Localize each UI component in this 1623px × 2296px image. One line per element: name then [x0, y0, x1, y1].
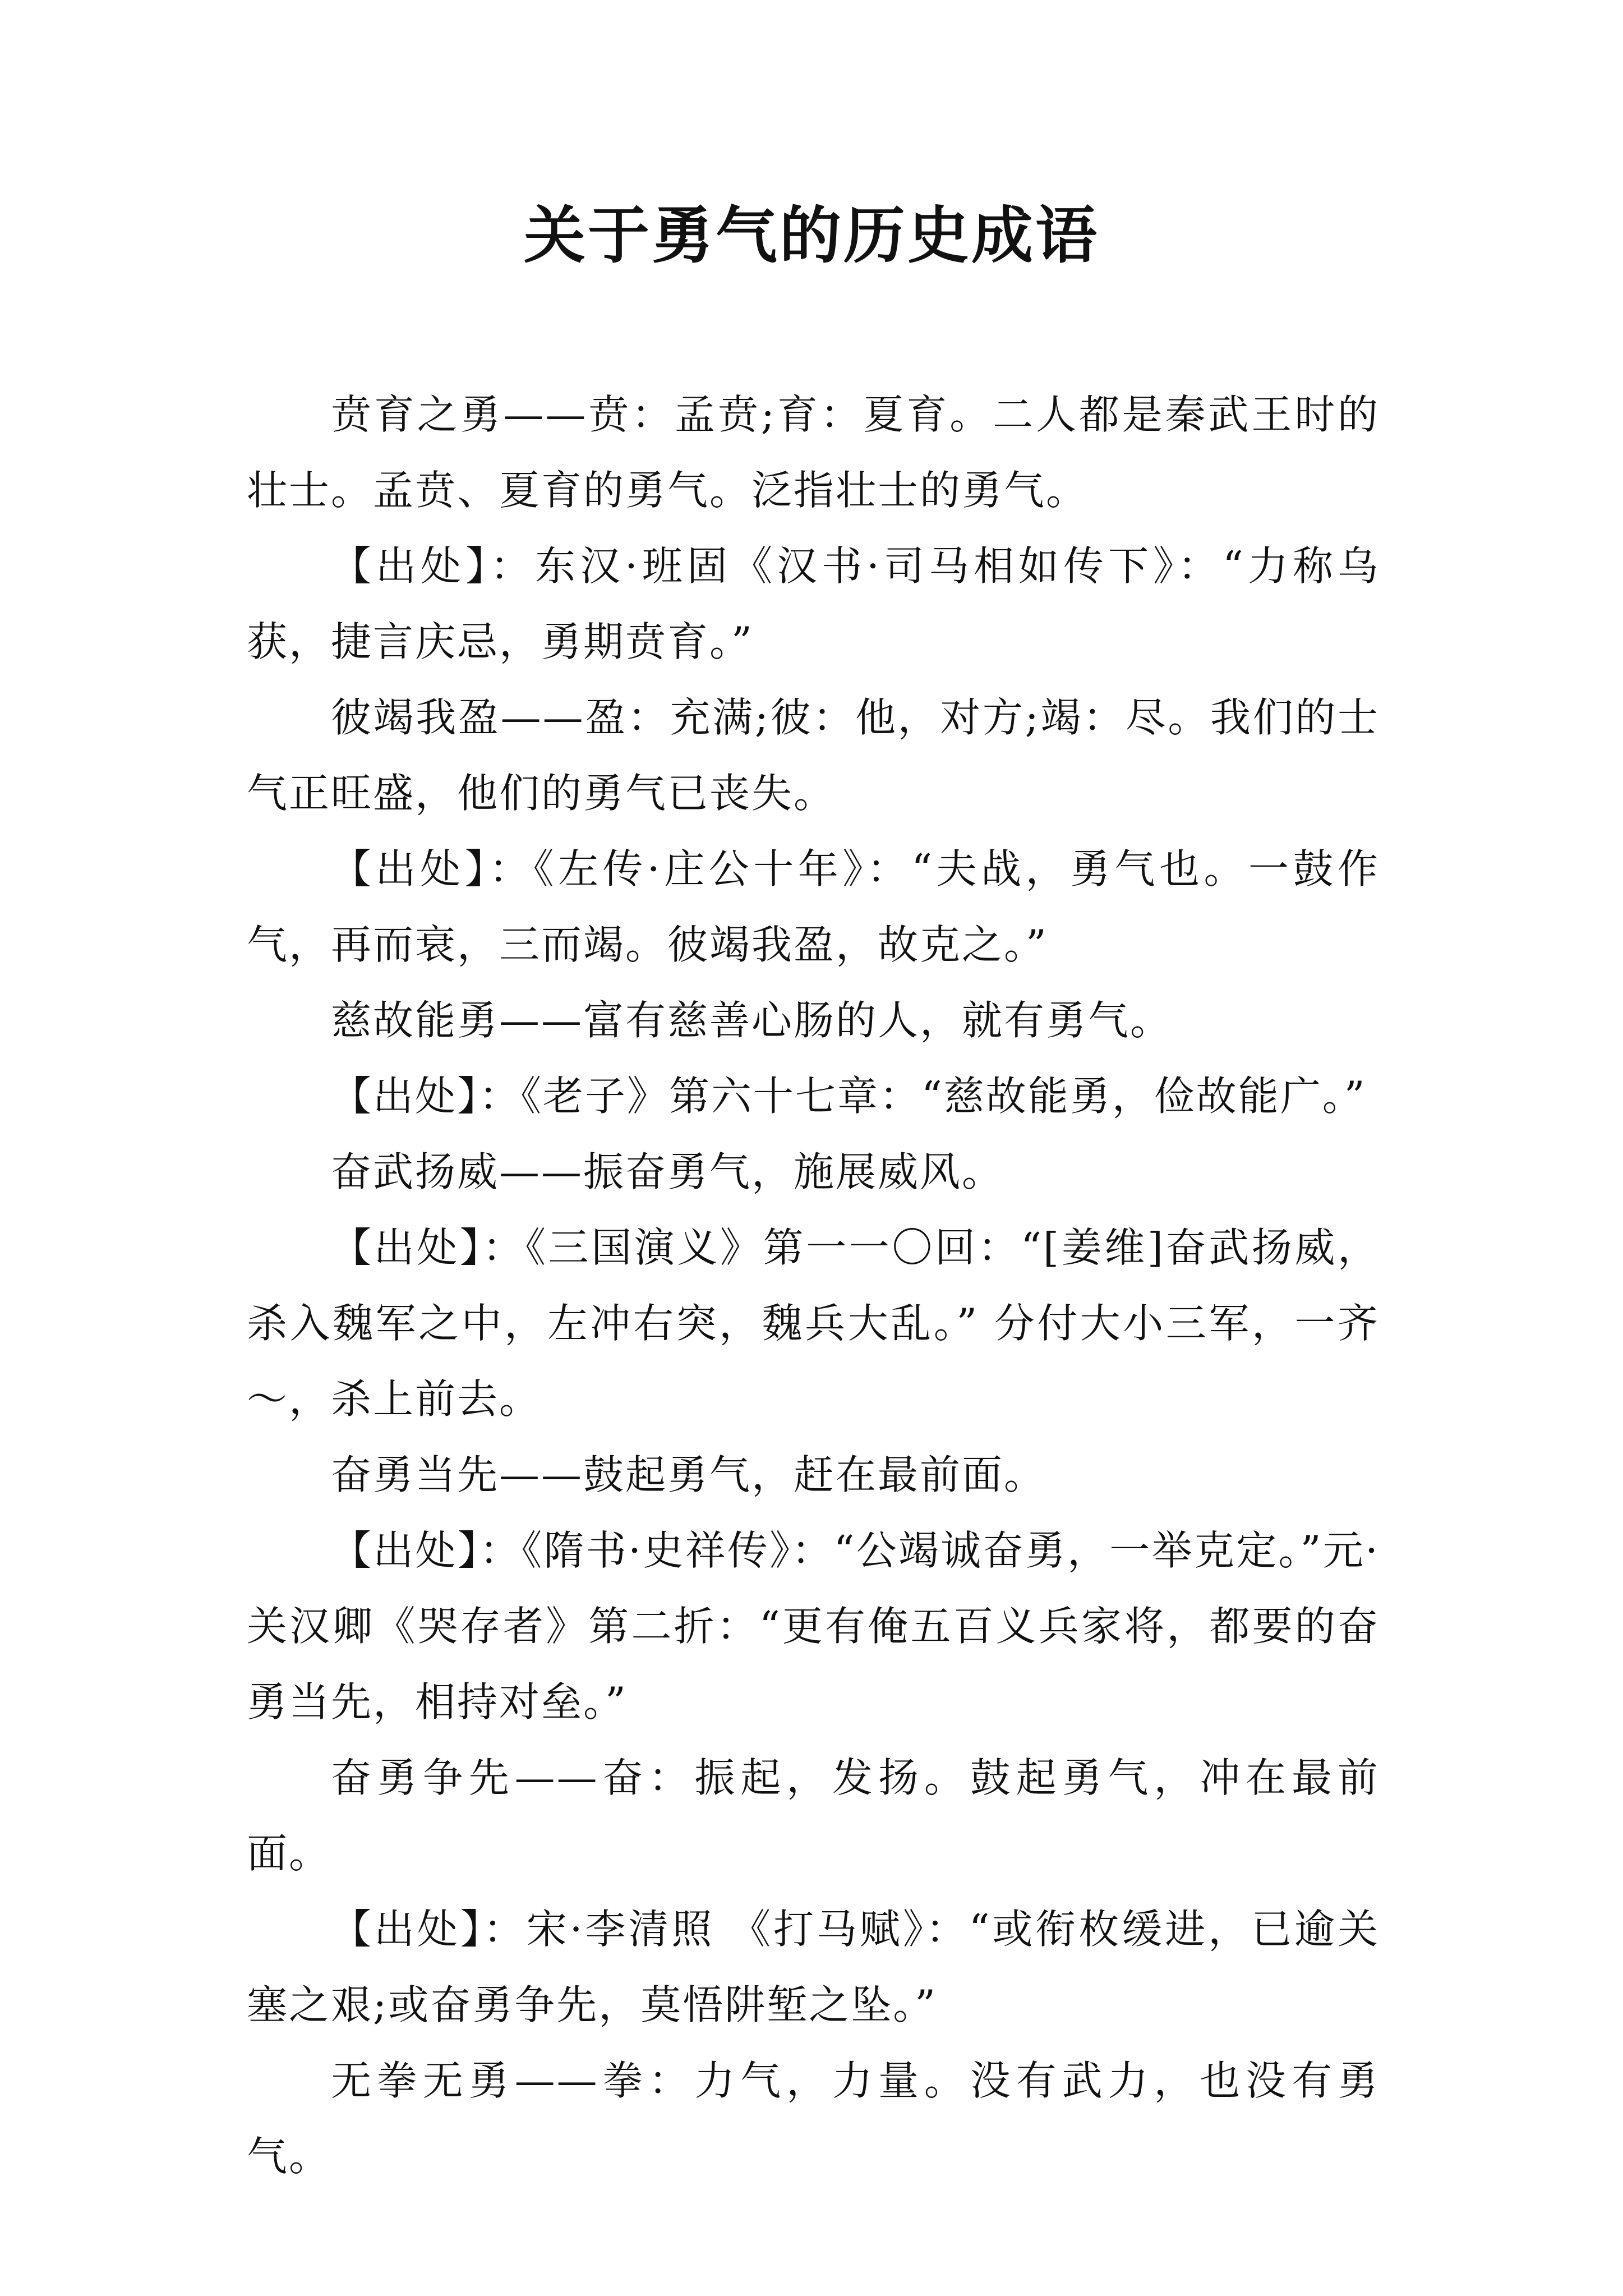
paragraph: 【出处】：宋·李清照 《打马赋》：“或衔枚缓进，已逾关塞之艰;或奋勇争先，莫悟阱堑之坠。” — [247, 1906, 1380, 2028]
paragraph: 奋勇争先——奋：振起，发扬。鼓起勇气，冲在最前面。 — [247, 1754, 1380, 1877]
paragraph: 【出处】：《三国演义》第一一〇回：“[姜维]奋武扬威，杀入魏军之中，左冲右突，魏兵大乱。” 分付大小三军，一齐～，杀上前去。 — [247, 1224, 1380, 1423]
paragraph: 奋武扬威——振奋勇气，施展威风。 — [331, 1148, 1004, 1195]
paragraph: 无拳无勇——拳：力气，力量。没有武力，也没有勇气。 — [247, 2057, 1380, 2180]
document-body — [247, 377, 1380, 2194]
paragraph: 【出处】：《老子》第六十七章：“慈故能勇，俭故能广。” — [331, 1073, 1367, 1120]
paragraph: 【出处】：《隋书·史祥传》：“公竭诚奋勇，一举克定。”元·关汉卿《哭存者》第二折：“更有俺五百义兵家将，都要的奋勇当先，相持对垒。” — [247, 1527, 1380, 1726]
paragraph: 慈故能勇——富有慈善心肠的人，就有勇气。 — [331, 997, 1173, 1044]
paragraph: 奋勇当先——鼓起勇气，赶在最前面。 — [331, 1451, 1046, 1498]
paragraph: 【出处】：《左传·庄公十年》：“夫战，勇气也。一鼓作气，再而衰，三而竭。彼竭我盈，故克之。” — [247, 845, 1380, 968]
document-title: 关于勇气的历史成语 — [524, 199, 1099, 272]
paragraph: 彼竭我盈——盈：充满;彼：他，对方;竭：尽。我们的士气正旺盛，他们的勇气已丧失。 — [247, 694, 1380, 817]
paragraph: 贲育之勇——贲：孟贲;育：夏育。二人都是秦武王时的壮士。孟贲、夏育的勇气。泛指壮士的勇气。 — [247, 391, 1380, 514]
paragraph: 【出处】：东汉·班固《汉书·司马相如传下》：“力称乌获，捷言庆忌，勇期贲育。” — [247, 542, 1380, 665]
